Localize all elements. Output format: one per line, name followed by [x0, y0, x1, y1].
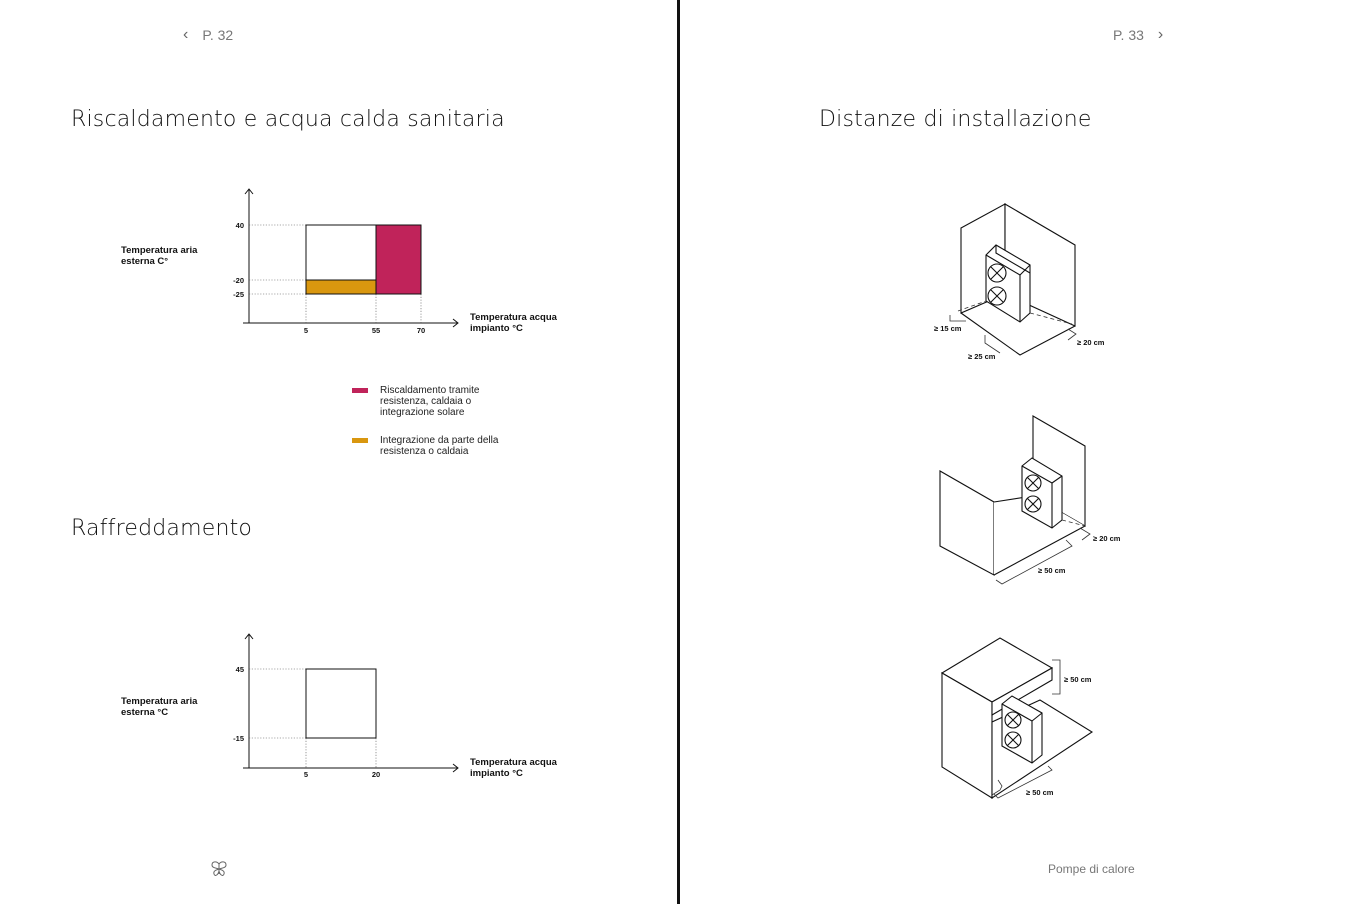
clearance-label: ≥ 25 cm — [968, 352, 996, 361]
footer-section-title: Pompe di calore — [1048, 862, 1135, 876]
svg-text:Temperatura acqua: Temperatura acqua — [470, 312, 557, 323]
legend-swatch-integration — [352, 438, 368, 443]
legend-item-heating — [352, 385, 500, 418]
installation-diagram-niche — [930, 410, 1130, 590]
cooling-y-tick: -15 — [233, 734, 244, 743]
heating-title: Riscaldamento e acqua calda sanitaria — [71, 107, 505, 132]
heating-integration-area — [306, 280, 376, 294]
cooling-title: Raffreddamento — [71, 516, 253, 541]
heating-x-tick: 5 — [303, 326, 309, 335]
heating-x-tick: 55 — [371, 326, 381, 335]
left-page — [0, 0, 677, 904]
legend-swatch-heating — [352, 388, 368, 393]
legend-item-integration — [352, 435, 500, 457]
heating-y-tick: 40 — [235, 221, 244, 230]
cooling-y-axis-label — [121, 696, 198, 718]
heating-y-axis-label — [121, 245, 198, 267]
heating-x-axis-label — [470, 312, 558, 334]
installation-diagram-overhang — [930, 630, 1130, 810]
heating-y-tick: -20 — [233, 276, 244, 285]
installation-title: Distanze di installazione — [819, 107, 1092, 132]
cooling-y-tick: 45 — [235, 665, 244, 674]
heating-legend — [352, 385, 500, 474]
clearance-label: ≥ 50 cm — [1026, 788, 1054, 797]
svg-text:Temperatura aria: Temperatura aria — [121, 245, 198, 256]
svg-text:impianto °C: impianto °C — [470, 768, 523, 779]
clearance-label: ≥ 20 cm — [1093, 534, 1121, 543]
cooling-x-axis-label — [470, 757, 558, 779]
heating-x-tick: 70 — [416, 326, 426, 335]
right-page — [680, 0, 1356, 904]
page-number-left: P. 32 — [202, 27, 234, 43]
heating-chart — [110, 180, 580, 340]
cooling-chart — [110, 625, 580, 785]
page-nav-right — [1113, 26, 1163, 44]
clearance-label: ≥ 20 cm — [1077, 338, 1105, 347]
prev-page-arrow-icon[interactable]: ‹ — [183, 26, 189, 43]
heating-resistance-area — [376, 225, 421, 294]
svg-text:Temperatura acqua: Temperatura acqua — [470, 757, 557, 768]
cooling-x-tick: 5 — [303, 770, 309, 779]
installation-diagram-corner — [930, 195, 1110, 370]
page-number-right: P. 33 — [1113, 27, 1144, 43]
page-nav-left — [183, 26, 233, 44]
cooling-operating-area — [306, 669, 376, 738]
clearance-label: ≥ 50 cm — [1038, 566, 1066, 575]
svg-text:impianto °C: impianto °C — [470, 323, 523, 334]
heating-y-tick: -25 — [233, 290, 244, 299]
clearance-label: ≥ 15 cm — [934, 324, 962, 333]
clearance-label: ≥ 50 cm — [1064, 675, 1092, 684]
next-page-arrow-icon[interactable]: › — [1157, 26, 1164, 43]
cooling-x-tick: 20 — [371, 770, 381, 779]
svg-text:Temperatura aria: Temperatura aria — [121, 696, 198, 707]
legend-label-integration: Integrazione da parte della resistenza o caldaia — [380, 435, 499, 457]
svg-text:esterna C°: esterna C° — [121, 256, 169, 267]
butterfly-logo-icon — [210, 860, 228, 878]
legend-label-heating: Riscaldamento tramite resistenza, caldaia o integrazione solare — [380, 385, 480, 418]
svg-text:esterna °C: esterna °C — [121, 707, 169, 718]
